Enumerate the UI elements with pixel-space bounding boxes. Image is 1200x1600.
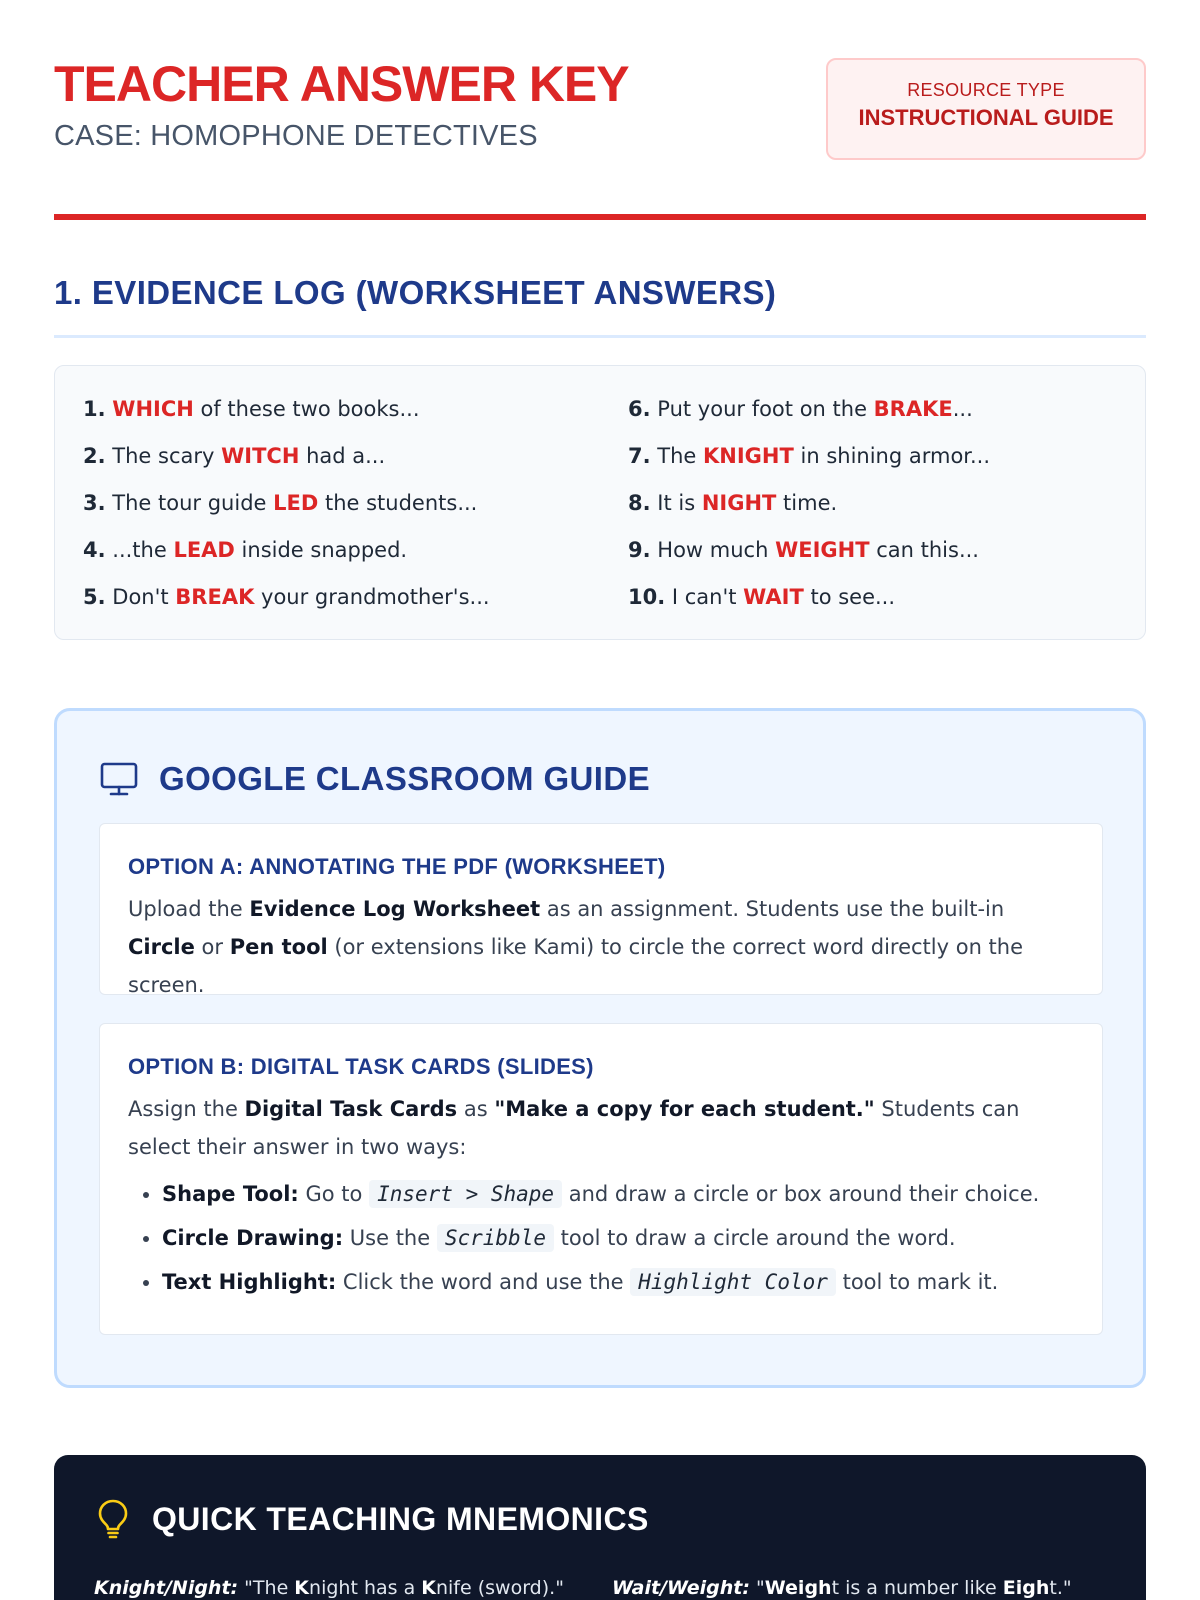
answer-number: 6. <box>628 397 651 421</box>
resource-type-badge <box>826 58 1146 160</box>
answer-word: KNIGHT <box>703 444 794 468</box>
answer-item <box>83 531 628 578</box>
mnemonic-item: Wait/Weight: "Weight is a number like Eight." <box>612 1577 1072 1599</box>
answer-text: The scary <box>112 444 222 468</box>
answer-text: I can't <box>671 585 744 609</box>
option-b-card <box>99 1023 1103 1335</box>
page-title: TEACHER ANSWER KEY <box>54 56 629 112</box>
page-header <box>54 56 1146 176</box>
classroom-guide-heading <box>99 755 650 803</box>
menu-path-code: Insert > Shape <box>369 1180 562 1208</box>
google-classroom-guide <box>54 708 1146 1388</box>
answer-number: 2. <box>83 444 106 468</box>
answer-text: had a... <box>299 444 386 468</box>
answer-number: 10. <box>628 585 666 609</box>
answer-item <box>628 578 1148 625</box>
option-b-text: Assign the Digital Task Cards as "Make a copy for each student." Students can select their answer in two ways: <box>128 1097 1020 1159</box>
answer-number: 4. <box>83 538 106 562</box>
answer-text: the students... <box>318 491 478 515</box>
badge-label: RESOURCE TYPE <box>907 80 1065 100</box>
answer-number: 9. <box>628 538 651 562</box>
page-subtitle: CASE: HOMOPHONE DETECTIVES <box>54 120 538 152</box>
monitor-icon <box>99 759 139 799</box>
answer-word: BREAK <box>175 585 255 609</box>
answer-word: WEIGHT <box>775 538 870 562</box>
answer-item <box>83 578 628 625</box>
answer-text: in shining armor... <box>793 444 991 468</box>
answer-number: 8. <box>628 491 651 515</box>
answer-text: your grandmother's... <box>254 585 490 609</box>
answer-text: Put your foot on the <box>657 397 874 421</box>
answer-word: WAIT <box>743 585 804 609</box>
answer-text: How much <box>657 538 776 562</box>
answer-number: 3. <box>83 491 106 515</box>
evidence-log-heading <box>54 274 1146 338</box>
mnemonics-heading <box>96 1495 649 1543</box>
answer-text: inside snapped. <box>234 538 408 562</box>
list-item: • Shape Tool: Go to Insert > Shape and draw a circle or box around their choice. <box>162 1180 1074 1208</box>
option-a-title: OPTION A: ANNOTATING THE PDF (WORKSHEET) <box>128 854 666 879</box>
header-divider <box>54 214 1146 220</box>
answer-word: LED <box>273 491 319 515</box>
answer-number: 5. <box>83 585 106 609</box>
answer-text: to see... <box>803 585 896 609</box>
option-a-card <box>99 823 1103 995</box>
answer-text: The tour guide <box>112 491 274 515</box>
answer-item <box>628 437 1148 484</box>
lightbulb-icon <box>96 1498 130 1540</box>
answer-item <box>83 437 628 484</box>
answer-word: LEAD <box>173 538 235 562</box>
answer-text: time. <box>776 491 838 515</box>
answer-item <box>628 484 1148 531</box>
answer-list <box>54 365 1146 640</box>
answer-text: of these two books... <box>193 397 420 421</box>
answer-item <box>83 390 628 437</box>
evidence-log-title: 1. EVIDENCE LOG (WORKSHEET ANSWERS) <box>54 274 777 311</box>
answer-word: BRAKE <box>873 397 953 421</box>
option-b-list <box>162 1180 1074 1296</box>
answer-word: NIGHT <box>701 491 777 515</box>
answer-text: It is <box>657 491 702 515</box>
answer-text: can this... <box>869 538 979 562</box>
mnemonics-title: QUICK TEACHING MNEMONICS <box>152 1500 649 1537</box>
tool-name-code: Highlight Color <box>630 1268 836 1296</box>
answer-item <box>83 484 628 531</box>
list-item: • Circle Drawing: Use the Scribble tool to draw a circle around the word. <box>162 1224 1074 1252</box>
answer-text: Don't <box>112 585 176 609</box>
answer-word: WHICH <box>112 397 194 421</box>
answer-item <box>628 390 1148 437</box>
answer-text: ...the <box>112 538 174 562</box>
mnemonic-item: Knight/Night: "The Knight has a Knife (sword)." <box>94 1577 564 1599</box>
tool-name-code: Scribble <box>437 1224 554 1252</box>
option-a-text: Upload the Evidence Log Worksheet as an assignment. Students use the built-in Circle or Pen tool (or extensions like Kami) to circle the correct word directly on the screen. <box>128 897 1024 997</box>
classroom-guide-title: GOOGLE CLASSROOM GUIDE <box>159 760 650 797</box>
answer-item <box>628 531 1148 578</box>
answer-number: 1. <box>83 397 106 421</box>
answer-text: The <box>657 444 704 468</box>
answer-number: 7. <box>628 444 651 468</box>
badge-value: INSTRUCTIONAL GUIDE <box>858 105 1114 130</box>
mnemonics-panel <box>54 1455 1146 1600</box>
answer-word: WITCH <box>221 444 300 468</box>
list-item: • Text Highlight: Click the word and use the Highlight Color tool to mark it. <box>162 1268 1074 1296</box>
answer-text: ... <box>952 397 973 421</box>
option-b-title: OPTION B: DIGITAL TASK CARDS (SLIDES) <box>128 1054 594 1079</box>
